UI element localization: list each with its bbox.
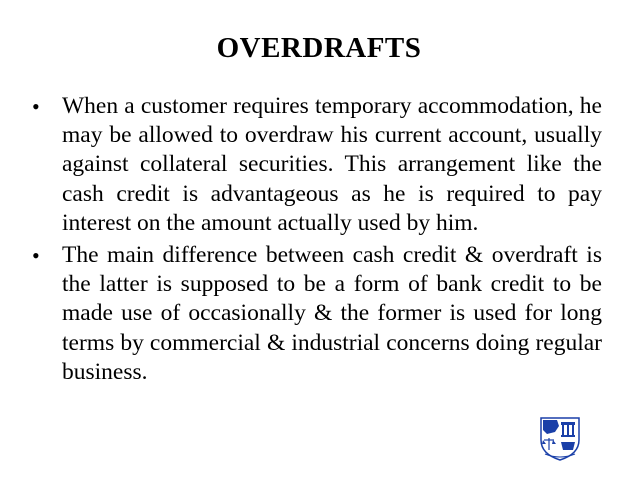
list-item [32, 241, 602, 387]
institution-emblem-icon [537, 414, 583, 462]
bullet-text: When a customer requires temporary accommodation, he may be allowed to overdraw his current account, usually against collateral securities. This arrangement like the cash credit is advantageous as he is required to pay interest on the amount actually used by him. [62, 93, 602, 236]
bullet-icon: • [32, 94, 40, 119]
bullet-icon: • [32, 243, 40, 269]
list-item [32, 92, 602, 238]
page-title: OVERDRAFTS [216, 32, 422, 64]
bullet-list [32, 92, 602, 390]
bullet-text: The main difference between cash credit & overdraft is the latter is supposed to be a form of bank credit to be made use of occasionally & the former is used for long terms by commercial & industrial concerns doing regular business. [62, 242, 602, 385]
